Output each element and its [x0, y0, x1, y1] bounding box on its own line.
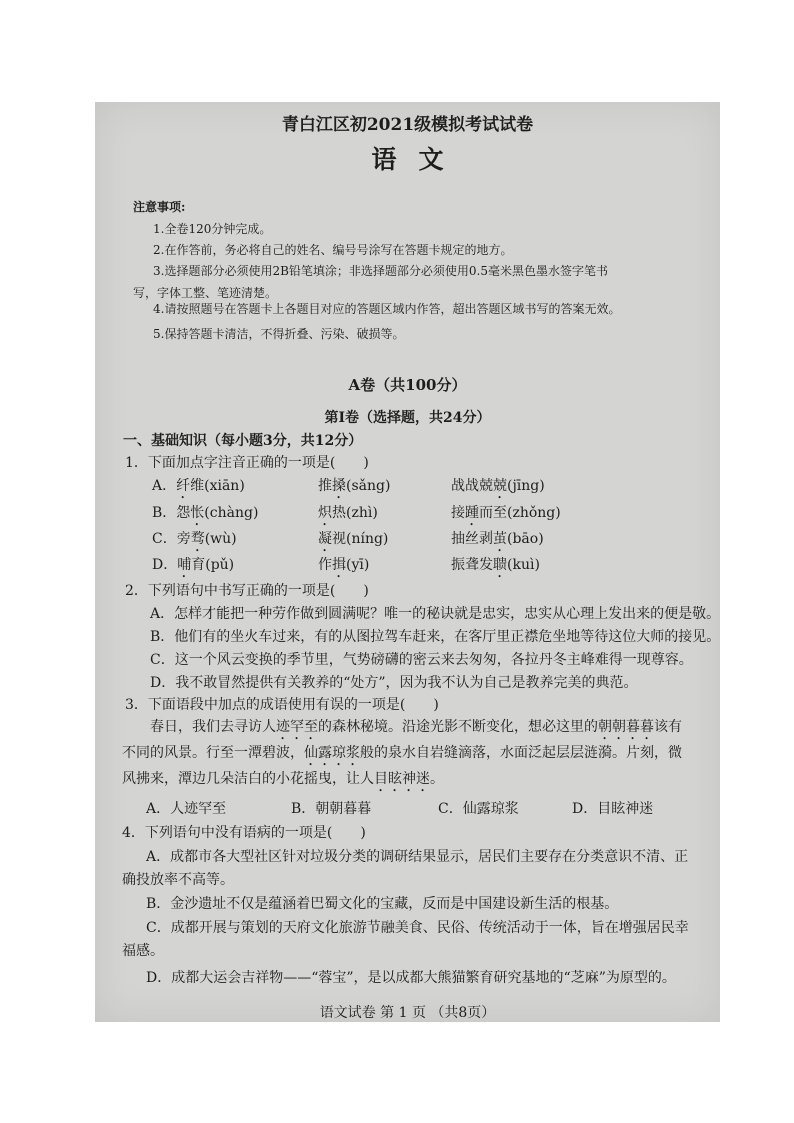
question-4-option-c: C．成都开展与策划的天府文化旅游节融美食、民俗、传统活动于一体，旨在增强居民幸	[146, 920, 689, 936]
question-1-option-d-word-2: 作揖(yī)	[318, 557, 370, 573]
page-footer: 语文试卷 第 1 页 （共8页）	[319, 1005, 496, 1021]
question-1-option-a-word-2: 推搡(sǎng)	[318, 478, 391, 494]
question-2-option-d: D．我不敢冒然提供有关教养的“处方”，因为我不认为自己是教养完美的典范。	[150, 675, 638, 691]
question-1-option-a: A．纤维(xiān)	[152, 478, 245, 494]
question-3-option-c: C．仙露琼浆	[438, 801, 519, 817]
question-1-option-a-word-3: 战战兢兢(jīng)	[451, 478, 545, 494]
question-4-option-c-cont: 福感。	[122, 943, 164, 959]
question-2-stem: 2．下列语句中书写正确的一项是( )	[125, 583, 369, 599]
notice-heading: 注意事项:	[133, 200, 186, 214]
section-a-title: A卷（共100分）	[348, 376, 467, 394]
question-3-stem: 3．下面语段中加点的成语使用有误的一项是( )	[125, 697, 439, 713]
question-1-option-c-word-2: 凝视(níng)	[318, 531, 389, 547]
notice-item: 1.全卷120分钟完成。	[153, 222, 272, 236]
question-2-option-c: C．这一个风云变换的季节里，气势磅礴的密云来去匆匆，各拉丹冬主峰难得一现尊容。	[150, 652, 693, 668]
question-3-passage-line: 不同的风景。行至一潭碧波，仙露琼浆般的泉水自岩缝滴落，水面泛起层层涟漪。片刻，微	[122, 745, 682, 761]
question-1-option-d-word-3: 振聋发聩(kuì)	[451, 557, 540, 573]
question-1-option-c: C．旁骛(wù)	[152, 531, 237, 547]
question-3-option-d: D．目眩神迷	[572, 801, 654, 817]
question-1-option-b-word-3: 接踵而至(zhǒng)	[451, 505, 561, 521]
question-3-option-a: A．人迹罕至	[146, 801, 227, 817]
notice-item: 3.选择题部分必须使用2B铅笔填涂；非选择题部分必须使用0.5毫米黑色墨水签字笔书	[153, 264, 608, 278]
notice-item: 写，字体工整、笔迹清楚。	[133, 286, 278, 300]
notice-item: 2.在作答前，务必将自己的姓名、编号号涂写在答题卡规定的地方。	[153, 243, 513, 257]
question-1-option-b-word-2: 炽热(zhì)	[318, 505, 378, 521]
notice-item: 4.请按照题号在答题卡上各题目对应的答题区域内作答，超出答题区域书写的答案无效。	[153, 302, 621, 316]
question-1-option-d: D．哺育(pǔ)	[152, 557, 235, 573]
question-1-stem: 1．下面加点字注音正确的一项是( )	[125, 455, 369, 471]
question-1-option-b: B．怨怅(chàng)	[152, 505, 259, 521]
question-1-option-c-word-3: 抽丝剥茧(bāo)	[451, 531, 544, 547]
question-4-option-a: A．成都市各大型社区针对垃圾分类的调研结果显示，居民们主要存在分类意识不清、正	[146, 849, 689, 865]
question-3-passage-line: 春日，我们去寻访人迹罕至的森林秘境。沿途光影不断变化，想必这里的朝朝暮暮该有	[150, 719, 682, 735]
question-3-passage-line: 风拂来，潭边几朵洁白的小花摇曳，让人目眩神迷。	[122, 771, 444, 787]
exam-title: 青白江区初2021级模拟考试试卷	[281, 115, 534, 135]
group-title: 一、基础知识（每小题3分，共12分）	[123, 433, 363, 449]
question-4-stem: 4．下列语句中没有语病的一项是( )	[122, 825, 366, 841]
question-4-option-a-cont: 确投放率不高等。	[122, 872, 234, 888]
question-4-option-b: B．金沙遗址不仅是蕴涵着巴蜀文化的宝藏，反而是中国建设新生活的根基。	[146, 896, 619, 912]
question-3-option-b: B．朝朝暮暮	[291, 801, 372, 817]
subject-title: 语文	[371, 145, 466, 174]
part-title: 第Ⅰ卷（选择题，共24分）	[324, 410, 491, 426]
notice-item: 5.保持答题卡清洁，不得折叠、污染、破损等。	[153, 327, 405, 341]
question-2-option-b: B．他们有的坐火车过来，有的从图拉驾车赶来，在客厅里正襟危坐地等待这位大师的接见。	[150, 629, 721, 645]
question-4-option-d: D．成都大运会吉祥物——“蓉宝”，是以成都大熊猫繁育研究基地的“芝麻”为原型的。	[146, 970, 676, 986]
question-2-option-a: A．怎样才能把一种劳作做到圆满呢？唯一的秘诀就是忠实，忠实从心理上发出来的便是敬。	[150, 606, 721, 622]
